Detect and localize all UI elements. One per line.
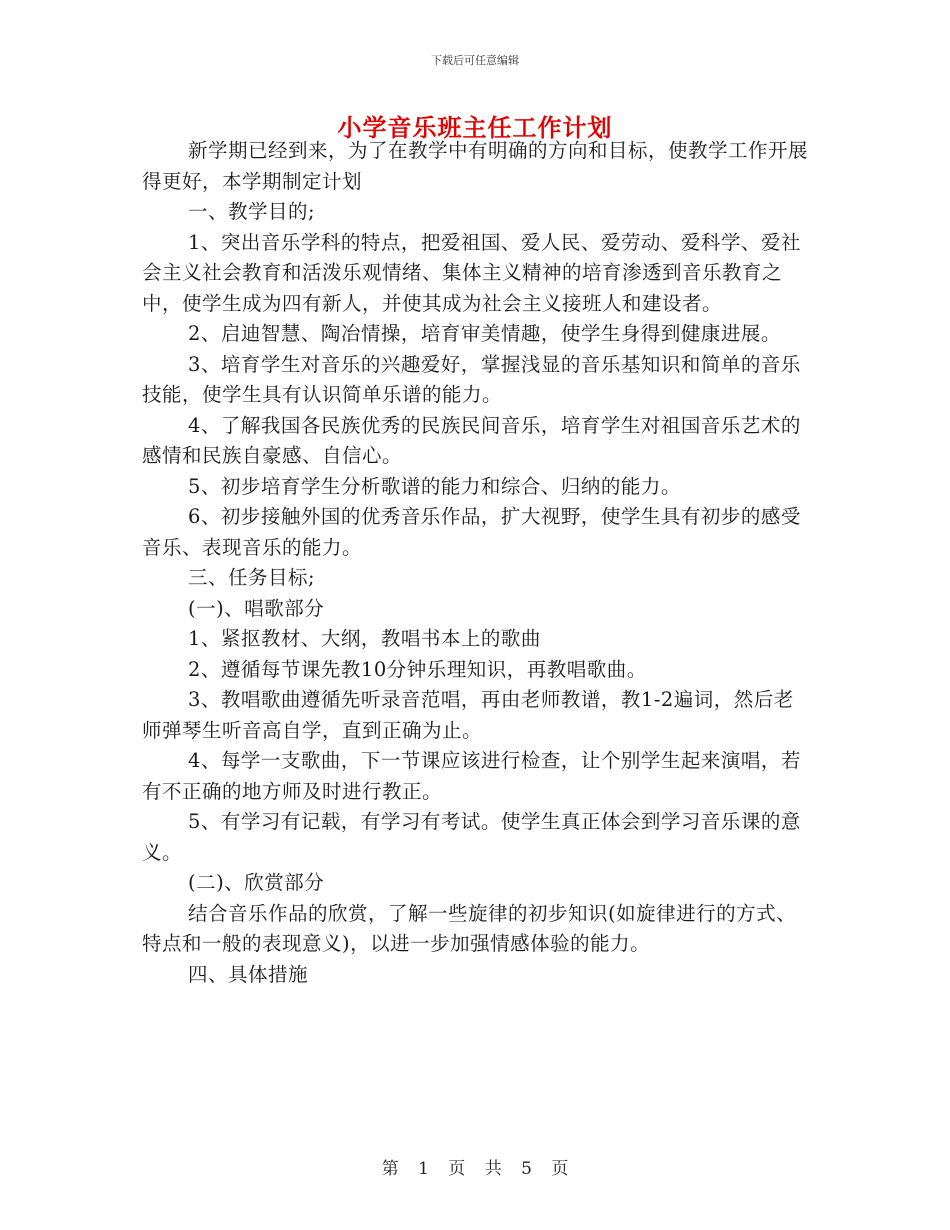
footer-page-word: 第 xyxy=(381,1159,399,1179)
paragraph-item: 结合音乐作品的欣赏，了解一些旋律的初步知识(如旋律进行的方式、特点和一般的表现意义)，以进一步加强情感体验的能力。 xyxy=(142,901,797,955)
paragraph-item: 5、有学习有记载，有学习有考试。使学生真正体会到学习音乐课的意义。 xyxy=(142,810,801,864)
document-body xyxy=(142,136,812,990)
paragraph-item: 4、每学一支歌曲，下一节课应该进行检查，让个别学生起来演唱，若有不正确的地方师及时进行教正。 xyxy=(142,749,801,803)
footer-total-word: 共 xyxy=(484,1159,502,1179)
section-heading-measures: 四、具体措施 xyxy=(188,962,309,986)
document-title: 小学音乐班主任工作计划 xyxy=(337,113,613,142)
section-heading-task-goals: 三、任务目标; xyxy=(188,566,316,589)
paragraph-item: 1、突出音乐学科的特点，把爱祖国、爱人民、爱劳动、爱科学、爱社会主义社会教育和活泼乐观情绪、集体主义精神的培育渗透到音乐教育之中，使学生成为四有新人，并使其成为社会主义接班人和建设者。 xyxy=(142,230,801,315)
paragraph-item: 2、启迪智慧、陶冶情操，培育审美情趣，使学生身得到健康进展。 xyxy=(188,322,781,345)
page-footer xyxy=(0,1154,950,1179)
paragraph-item: 6、初步接触外国的优秀音乐作品，扩大视野，使学生具有初步的感受音乐、表现音乐的能力。 xyxy=(142,505,801,559)
header-note: 下载后可任意编辑 xyxy=(431,54,519,67)
paragraph-item: 3、教唱歌曲遵循先听录音范唱，再由老师教谱，教1-2遍词，然后老师弹琴生听音高自学，直到正确为止。 xyxy=(142,688,794,742)
paragraph-item: 2、遵循每节课先教10分钟乐理知识，再教唱歌曲。 xyxy=(188,657,647,681)
paragraph-item: 4、了解我国各民族优秀的民族民间音乐，培育学生对祖国音乐艺术的感情和民族自豪感、自信心。 xyxy=(142,413,801,467)
paragraph-item: 3、培育学生对音乐的兴趣爱好，掌握浅显的音乐基知识和简单的音乐技能，使学生具有认识简单乐谱的能力。 xyxy=(142,352,801,406)
section-heading-teaching-goals: 一、教学目的; xyxy=(188,200,316,223)
footer-total-unit: 页 xyxy=(551,1159,569,1179)
subsection-heading-singing: (一)、唱歌部分 xyxy=(188,596,325,620)
footer-page-number: 1 xyxy=(418,1159,429,1179)
paragraph-intro: 新学期已经到来，为了在教学中有明确的方向和目标，使教学工作开展得更好，本学期制定计划 xyxy=(142,139,809,193)
footer-total-pages: 5 xyxy=(521,1159,532,1179)
paragraph-item: 5、初步培育学生分析歌谱的能力和综合、归纳的能力。 xyxy=(188,474,681,498)
subsection-heading-appreciation: (二)、欣赏部分 xyxy=(188,871,325,894)
paragraph-item: 1、紧抠教材、大纲，教唱书本上的歌曲 xyxy=(188,627,541,650)
footer-page-unit: 页 xyxy=(448,1159,466,1179)
